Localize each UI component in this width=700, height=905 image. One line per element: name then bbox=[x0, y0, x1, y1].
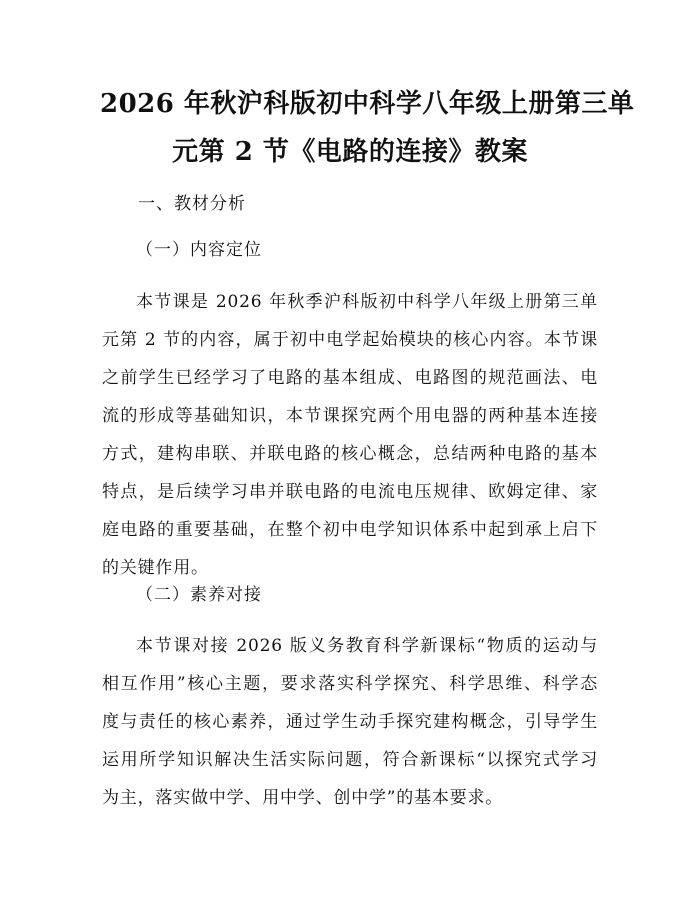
paragraph-line: 的关键作用。 bbox=[102, 558, 209, 578]
subsection-heading-content-positioning: （一）内容定位 bbox=[136, 240, 262, 260]
paragraph-line: 本节课对接 2026 版义务教育科学新课标“物质的运动与 bbox=[136, 636, 598, 656]
paragraph-line: 为主，落实做中学、用中学、创中学”的基本要求。 bbox=[102, 788, 504, 808]
paragraph-line: 本节课是 2026 年秋季沪科版初中科学八年级上册第三单 bbox=[136, 292, 598, 312]
paragraph-literacy-alignment bbox=[102, 627, 598, 817]
subsection-heading-literacy-alignment: （二）素养对接 bbox=[136, 585, 262, 605]
paragraph-line: 元第 2 节的内容，属于初中电学起始模块的核心内容。本节课 bbox=[102, 330, 598, 350]
paragraph-line: 之前学生已经学习了电路的基本组成、电路图的规范画法、电 bbox=[102, 368, 598, 388]
paragraph-line: 特点，是后续学习串并联电路的电流电压规律、欧姆定律、家 bbox=[102, 482, 598, 502]
section-heading-textbook-analysis: 一、教材分析 bbox=[138, 194, 246, 214]
paragraph-line: 度与责任的核心素养，通过学生动手探究建构概念，引导学生 bbox=[102, 712, 598, 732]
document-title-line-1: 2026 年秋沪科版初中科学八年级上册第三单 bbox=[100, 89, 635, 119]
paragraph-line: 流的形成等基础知识，本节课探究两个用电器的两种基本连接 bbox=[102, 406, 598, 426]
paragraph-line: 方式，建构串联、并联电路的核心概念，总结两种电路的基本 bbox=[102, 444, 598, 464]
paragraph-line: 运用所学知识解决生活实际问题，符合新课标“以探究式学习 bbox=[102, 750, 598, 770]
paragraph-content-positioning bbox=[102, 283, 598, 587]
paragraph-line: 庭电路的重要基础，在整个初中电学知识体系中起到承上启下 bbox=[102, 520, 598, 540]
document-title-line-2: 元第 2 节《电路的连接》教案 bbox=[172, 137, 528, 167]
paragraph-line: 相互作用”核心主题，要求落实科学探究、科学思维、科学态 bbox=[102, 674, 598, 694]
